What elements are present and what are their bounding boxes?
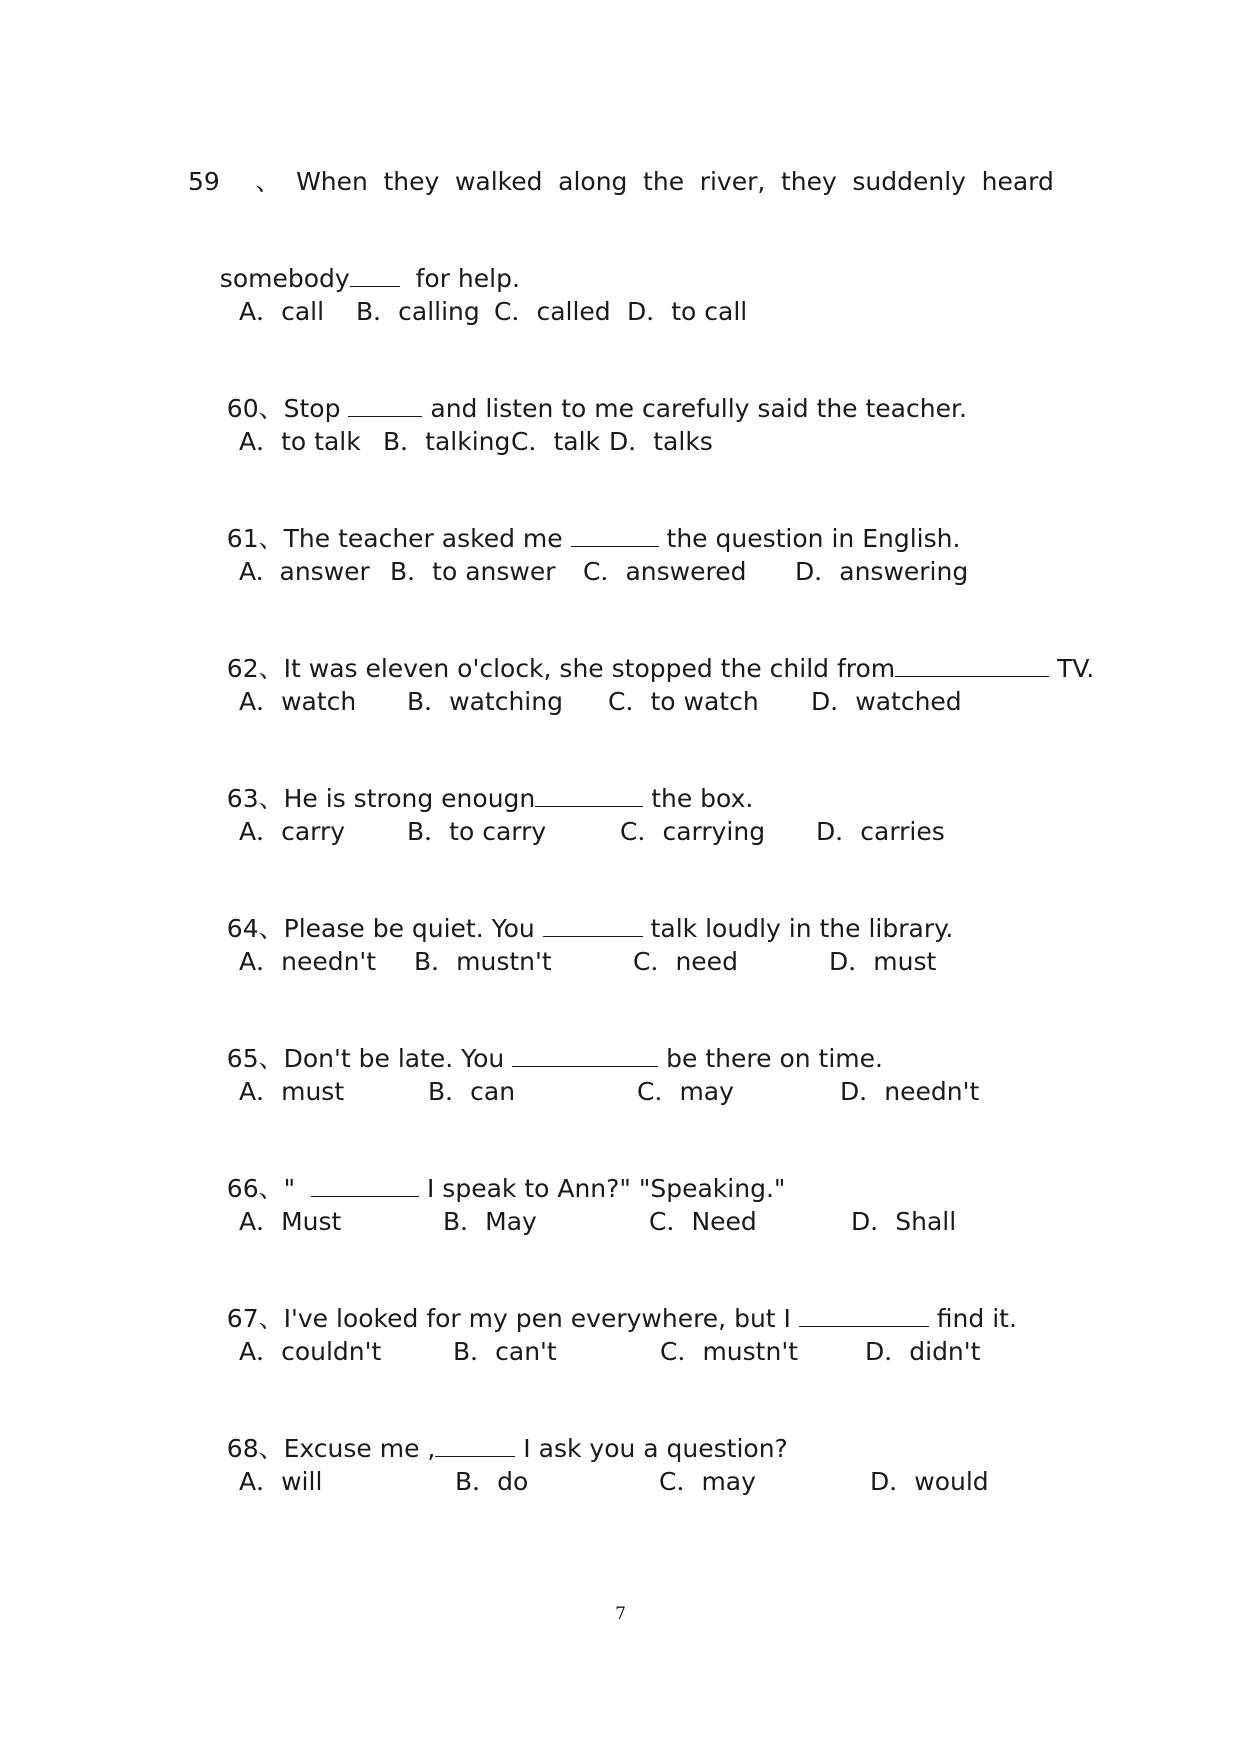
option-d: D．needn't [840,1077,980,1106]
question-separator: 、 [258,1434,284,1463]
question-number: 65 [226,1044,259,1073]
question-separator: 、 [258,394,284,423]
question-text-post: the box. [643,784,754,813]
question-text-post: be there on time. [658,1044,883,1073]
option-a: A．needn't [239,947,377,976]
answer-blank[interactable] [348,394,422,417]
question-text-post: find it. [928,1304,1017,1333]
option-c: C．to watch [608,687,759,716]
answer-blank[interactable] [512,1044,658,1067]
question-word: they [780,167,837,196]
question-number: 68 [226,1434,259,1463]
question-text-post: I ask you a question? [515,1434,788,1463]
question-word: the [643,167,685,196]
option-b: B．to carry [407,817,547,846]
option-d: D．must [829,947,937,976]
page-number: 7 [615,1604,626,1624]
option-b: B．can [428,1077,516,1106]
option-a: A．must [239,1077,345,1106]
option-b: B．talking [383,427,511,456]
option-a: A．call [239,297,325,326]
question-text-pre: Please be quiet. You [283,914,543,943]
question-text-pre: " [283,1174,312,1203]
question-word: they [383,167,440,196]
option-b: B．mustn't [414,947,552,976]
question-separator: 、 [258,784,284,813]
option-c: C．may [659,1467,756,1496]
option-b: B．watching [407,687,563,716]
question-text-post: the question in English. [658,524,961,553]
option-c: C．talk [511,427,601,456]
option-b: B．do [455,1467,529,1496]
answer-blank[interactable] [543,914,643,937]
question-text-post: and listen to me carefully said the teacher. [422,394,967,423]
question-word: river, [699,167,766,196]
answer-blank[interactable] [350,264,400,287]
option-b: B．can't [453,1337,557,1366]
question-number: 64 [226,914,259,943]
option-d: D．Shall [851,1207,957,1236]
question-separator: 、 [258,654,284,683]
question-word: along [558,167,628,196]
option-c: C．called [494,297,611,326]
question-59-line-1 [188,166,1054,198]
question-word: heard [981,167,1054,196]
question-separator: 、 [255,167,281,196]
option-a: A．couldn't [239,1337,382,1366]
option-a: A．watch [239,687,357,716]
question-number: 67 [226,1304,259,1333]
option-b: B．May [443,1207,537,1236]
option-c: C．Need [649,1207,757,1236]
question-text-pre: Don't be late. You [283,1044,513,1073]
option-a: A．carry [239,817,346,846]
question-number: 63 [226,784,259,813]
question-text-pre: It was eleven o'clock, she stopped the child from [283,654,896,683]
question-word: walked [454,167,543,196]
answer-blank[interactable] [799,1304,929,1327]
question-text-pre: He is strong enougn [283,784,536,813]
option-d: D．watched [811,687,962,716]
option-d: D．talks [609,427,713,456]
option-c: C．mustn't [660,1337,799,1366]
question-text-post: for help. [415,264,520,293]
answer-blank[interactable] [311,1174,419,1197]
option-b: B．calling [356,297,480,326]
question-text-pre: somebody [219,264,350,293]
option-d: D．carries [816,817,945,846]
question-text-post: I speak to Ann?" "Speaking." [419,1174,786,1203]
answer-blank[interactable] [571,524,659,547]
option-a: A．will [239,1467,323,1496]
answer-blank[interactable] [535,784,643,807]
question-number: 66 [226,1174,259,1203]
question-separator: 、 [258,1044,284,1073]
question-text-post: talk loudly in the library. [642,914,954,943]
question-number: 59 [188,167,220,196]
question-separator: 、 [258,1174,284,1203]
option-a: A. answer [239,557,370,586]
question-separator: 、 [258,524,284,553]
option-b: B．to answer [390,557,556,586]
option-d: D．would [870,1467,989,1496]
question-text-post: TV. [1049,654,1095,683]
option-c: C．may [637,1077,734,1106]
option-d: D．didn't [865,1337,981,1366]
question-text-pre: The teacher asked me [283,524,571,553]
option-c: C．carrying [620,817,766,846]
option-d: D．to call [627,297,748,326]
question-text-pre: Excuse me , [283,1434,436,1463]
question-number: 60 [226,394,259,423]
question-word: When [296,167,368,196]
option-d: D．answering [795,557,969,586]
option-a: A．to talk [239,427,361,456]
option-c: C．need [633,947,738,976]
question-separator: 、 [258,1304,284,1333]
question-separator: 、 [258,914,284,943]
question-number: 61 [226,524,259,553]
answer-blank[interactable] [435,1434,515,1457]
answer-blank[interactable] [895,654,1049,677]
question-text-pre: Stop [283,394,349,423]
option-a: A．Must [239,1207,342,1236]
question-text-pre: I've looked for my pen everywhere, but I [283,1304,799,1333]
question-word: suddenly [852,167,966,196]
option-c: C．answered [583,557,747,586]
question-number: 62 [226,654,259,683]
